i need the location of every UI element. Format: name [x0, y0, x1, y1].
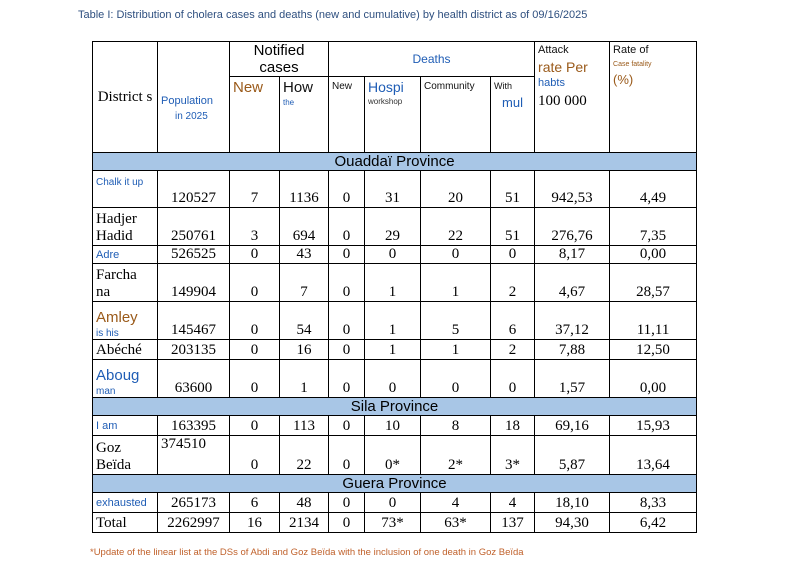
cumulative-cases-cell: 22: [280, 436, 329, 475]
header-deaths: Deaths: [329, 42, 535, 77]
case-fatality-cell: 0,00: [610, 246, 697, 264]
cumulative-deaths-cell: 51: [491, 208, 535, 246]
cumulative-cases-cell: 2134: [280, 513, 329, 533]
case-fatality-cell: 0,00: [610, 360, 697, 398]
new-deaths-cell: 0: [329, 246, 365, 264]
population-cell: 526525: [158, 246, 230, 264]
population-cell: 120527: [158, 171, 230, 208]
hospital-deaths-cell: 0*: [365, 436, 421, 475]
header-deaths-community: Community: [421, 77, 491, 153]
district-cell: Adre: [93, 246, 158, 264]
cumulative-deaths-cell: 0: [491, 360, 535, 398]
new-deaths-cell: 0: [329, 171, 365, 208]
community-deaths-cell: 63*: [421, 513, 491, 533]
cumulative-cases-cell: 113: [280, 416, 329, 436]
new-deaths-cell: 0: [329, 436, 365, 475]
attack-rate-cell: 5,87: [535, 436, 610, 475]
new-deaths-cell: 0: [329, 302, 365, 340]
population-cell: 2262997: [158, 513, 230, 533]
district-cell: Chalk it up: [93, 171, 158, 208]
district-cell: Farcha na: [93, 264, 158, 302]
new-cases-cell: 0: [230, 360, 280, 398]
community-deaths-cell: 2*: [421, 436, 491, 475]
cumulative-deaths-cell: 18: [491, 416, 535, 436]
new-cases-cell: 0: [230, 436, 280, 475]
table-row: [93, 340, 697, 360]
cumulative-deaths-cell: 2: [491, 340, 535, 360]
case-fatality-cell: 8,33: [610, 493, 697, 513]
population-cell: 149904: [158, 264, 230, 302]
new-cases-cell: 6: [230, 493, 280, 513]
header-row-1: [93, 42, 697, 77]
cumulative-cases-cell: 1: [280, 360, 329, 398]
footnote: *Update of the linear list at the DSs of Abdi and Goz Beïda with the inclusion of one death in Goz Beïda: [90, 547, 524, 558]
case-fatality-cell: 12,50: [610, 340, 697, 360]
hospital-deaths-cell: 1: [365, 264, 421, 302]
district-cell: I am: [93, 416, 158, 436]
table-row: [93, 246, 697, 264]
cumulative-deaths-cell: 3*: [491, 436, 535, 475]
province-label-guera: Guera Province: [93, 475, 697, 493]
new-cases-cell: 0: [230, 416, 280, 436]
community-deaths-cell: 0: [421, 360, 491, 398]
new-cases-cell: 0: [230, 264, 280, 302]
case-fatality-cell: 13,64: [610, 436, 697, 475]
hospital-deaths-cell: 0: [365, 360, 421, 398]
new-deaths-cell: 0: [329, 208, 365, 246]
hospital-deaths-cell: 1: [365, 340, 421, 360]
header-case-fatality: Rate of Case fatality (%): [610, 42, 697, 153]
case-fatality-cell: 6,42: [610, 513, 697, 533]
district-cell: Total: [93, 513, 158, 533]
new-cases-cell: 0: [230, 246, 280, 264]
total-row: [93, 513, 697, 533]
header-district: District s: [93, 42, 158, 153]
province-band-sila: [93, 398, 697, 416]
header-attack-rate: Attack rate Per habts 100 000: [535, 42, 610, 153]
header-notified-cumulative: How the: [280, 77, 329, 153]
cumulative-cases-cell: 7: [280, 264, 329, 302]
table-row: [93, 493, 697, 513]
cumulative-deaths-cell: 6: [491, 302, 535, 340]
province-label-sila: Sila Province: [93, 398, 697, 416]
case-fatality-cell: 15,93: [610, 416, 697, 436]
hospital-deaths-cell: 0: [365, 493, 421, 513]
province-label-ouaddai: Ouaddaï Province: [93, 153, 697, 171]
population-cell: 265173: [158, 493, 230, 513]
new-deaths-cell: 0: [329, 513, 365, 533]
table-caption: Table I: Distribution of cholera cases and deaths (new and cumulative) by health district as of 09/16/2025: [78, 9, 588, 21]
case-fatality-cell: 7,35: [610, 208, 697, 246]
cumulative-deaths-cell: 0: [491, 246, 535, 264]
header-notified-cases: Notified cases: [230, 42, 329, 77]
attack-rate-cell: 8,17: [535, 246, 610, 264]
population-cell: 374510: [158, 436, 230, 475]
cumulative-deaths-cell: 51: [491, 171, 535, 208]
case-fatality-cell: 11,11: [610, 302, 697, 340]
header-deaths-hospital: Hospi workshop: [365, 77, 421, 153]
cumulative-deaths-cell: 2: [491, 264, 535, 302]
header-deaths-new: New: [329, 77, 365, 153]
table-row: [93, 264, 697, 302]
cumulative-deaths-cell: 137: [491, 513, 535, 533]
hospital-deaths-cell: 31: [365, 171, 421, 208]
population-cell: 163395: [158, 416, 230, 436]
province-band-guera: [93, 475, 697, 493]
new-cases-cell: 16: [230, 513, 280, 533]
case-fatality-cell: 28,57: [610, 264, 697, 302]
hospital-deaths-cell: 10: [365, 416, 421, 436]
new-cases-cell: 0: [230, 302, 280, 340]
community-deaths-cell: 4: [421, 493, 491, 513]
cumulative-cases-cell: 694: [280, 208, 329, 246]
district-cell: Goz Beïda: [93, 436, 158, 475]
new-deaths-cell: 0: [329, 340, 365, 360]
attack-rate-cell: 69,16: [535, 416, 610, 436]
table-row: [93, 302, 697, 340]
district-cell: exhausted: [93, 493, 158, 513]
cholera-table: [92, 41, 697, 533]
header-population: Population in 2025: [158, 42, 230, 153]
header-notified-new: New: [230, 77, 280, 153]
district-cell: Hadjer Hadid: [93, 208, 158, 246]
hospital-deaths-cell: 29: [365, 208, 421, 246]
hospital-deaths-cell: 73*: [365, 513, 421, 533]
community-deaths-cell: 20: [421, 171, 491, 208]
cumulative-deaths-cell: 4: [491, 493, 535, 513]
new-deaths-cell: 0: [329, 416, 365, 436]
new-deaths-cell: 0: [329, 360, 365, 398]
table-row: [93, 436, 697, 475]
table-row: [93, 416, 697, 436]
district-cell: Abéché: [93, 340, 158, 360]
community-deaths-cell: 8: [421, 416, 491, 436]
table-row: [93, 208, 697, 246]
community-deaths-cell: 1: [421, 264, 491, 302]
new-cases-cell: 0: [230, 340, 280, 360]
cumulative-cases-cell: 16: [280, 340, 329, 360]
new-deaths-cell: 0: [329, 264, 365, 302]
new-deaths-cell: 0: [329, 493, 365, 513]
community-deaths-cell: 1: [421, 340, 491, 360]
header-deaths-cumulative: With mul: [491, 77, 535, 153]
attack-rate-cell: 276,76: [535, 208, 610, 246]
new-cases-cell: 7: [230, 171, 280, 208]
province-band-ouaddai: [93, 153, 697, 171]
district-cell: Amley is his: [93, 302, 158, 340]
attack-rate-cell: 4,67: [535, 264, 610, 302]
attack-rate-cell: 18,10: [535, 493, 610, 513]
cumulative-cases-cell: 48: [280, 493, 329, 513]
case-fatality-cell: 4,49: [610, 171, 697, 208]
population-cell: 203135: [158, 340, 230, 360]
cumulative-cases-cell: 54: [280, 302, 329, 340]
population-cell: 63600: [158, 360, 230, 398]
cumulative-cases-cell: 1136: [280, 171, 329, 208]
hospital-deaths-cell: 1: [365, 302, 421, 340]
population-cell: 250761: [158, 208, 230, 246]
table-row: [93, 360, 697, 398]
community-deaths-cell: 5: [421, 302, 491, 340]
population-cell: 145467: [158, 302, 230, 340]
new-cases-cell: 3: [230, 208, 280, 246]
district-cell: Aboug man: [93, 360, 158, 398]
attack-rate-cell: 7,88: [535, 340, 610, 360]
attack-rate-cell: 94,30: [535, 513, 610, 533]
cumulative-cases-cell: 43: [280, 246, 329, 264]
attack-rate-cell: 1,57: [535, 360, 610, 398]
community-deaths-cell: 22: [421, 208, 491, 246]
table-row: [93, 171, 697, 208]
community-deaths-cell: 0: [421, 246, 491, 264]
attack-rate-cell: 942,53: [535, 171, 610, 208]
attack-rate-cell: 37,12: [535, 302, 610, 340]
hospital-deaths-cell: 0: [365, 246, 421, 264]
